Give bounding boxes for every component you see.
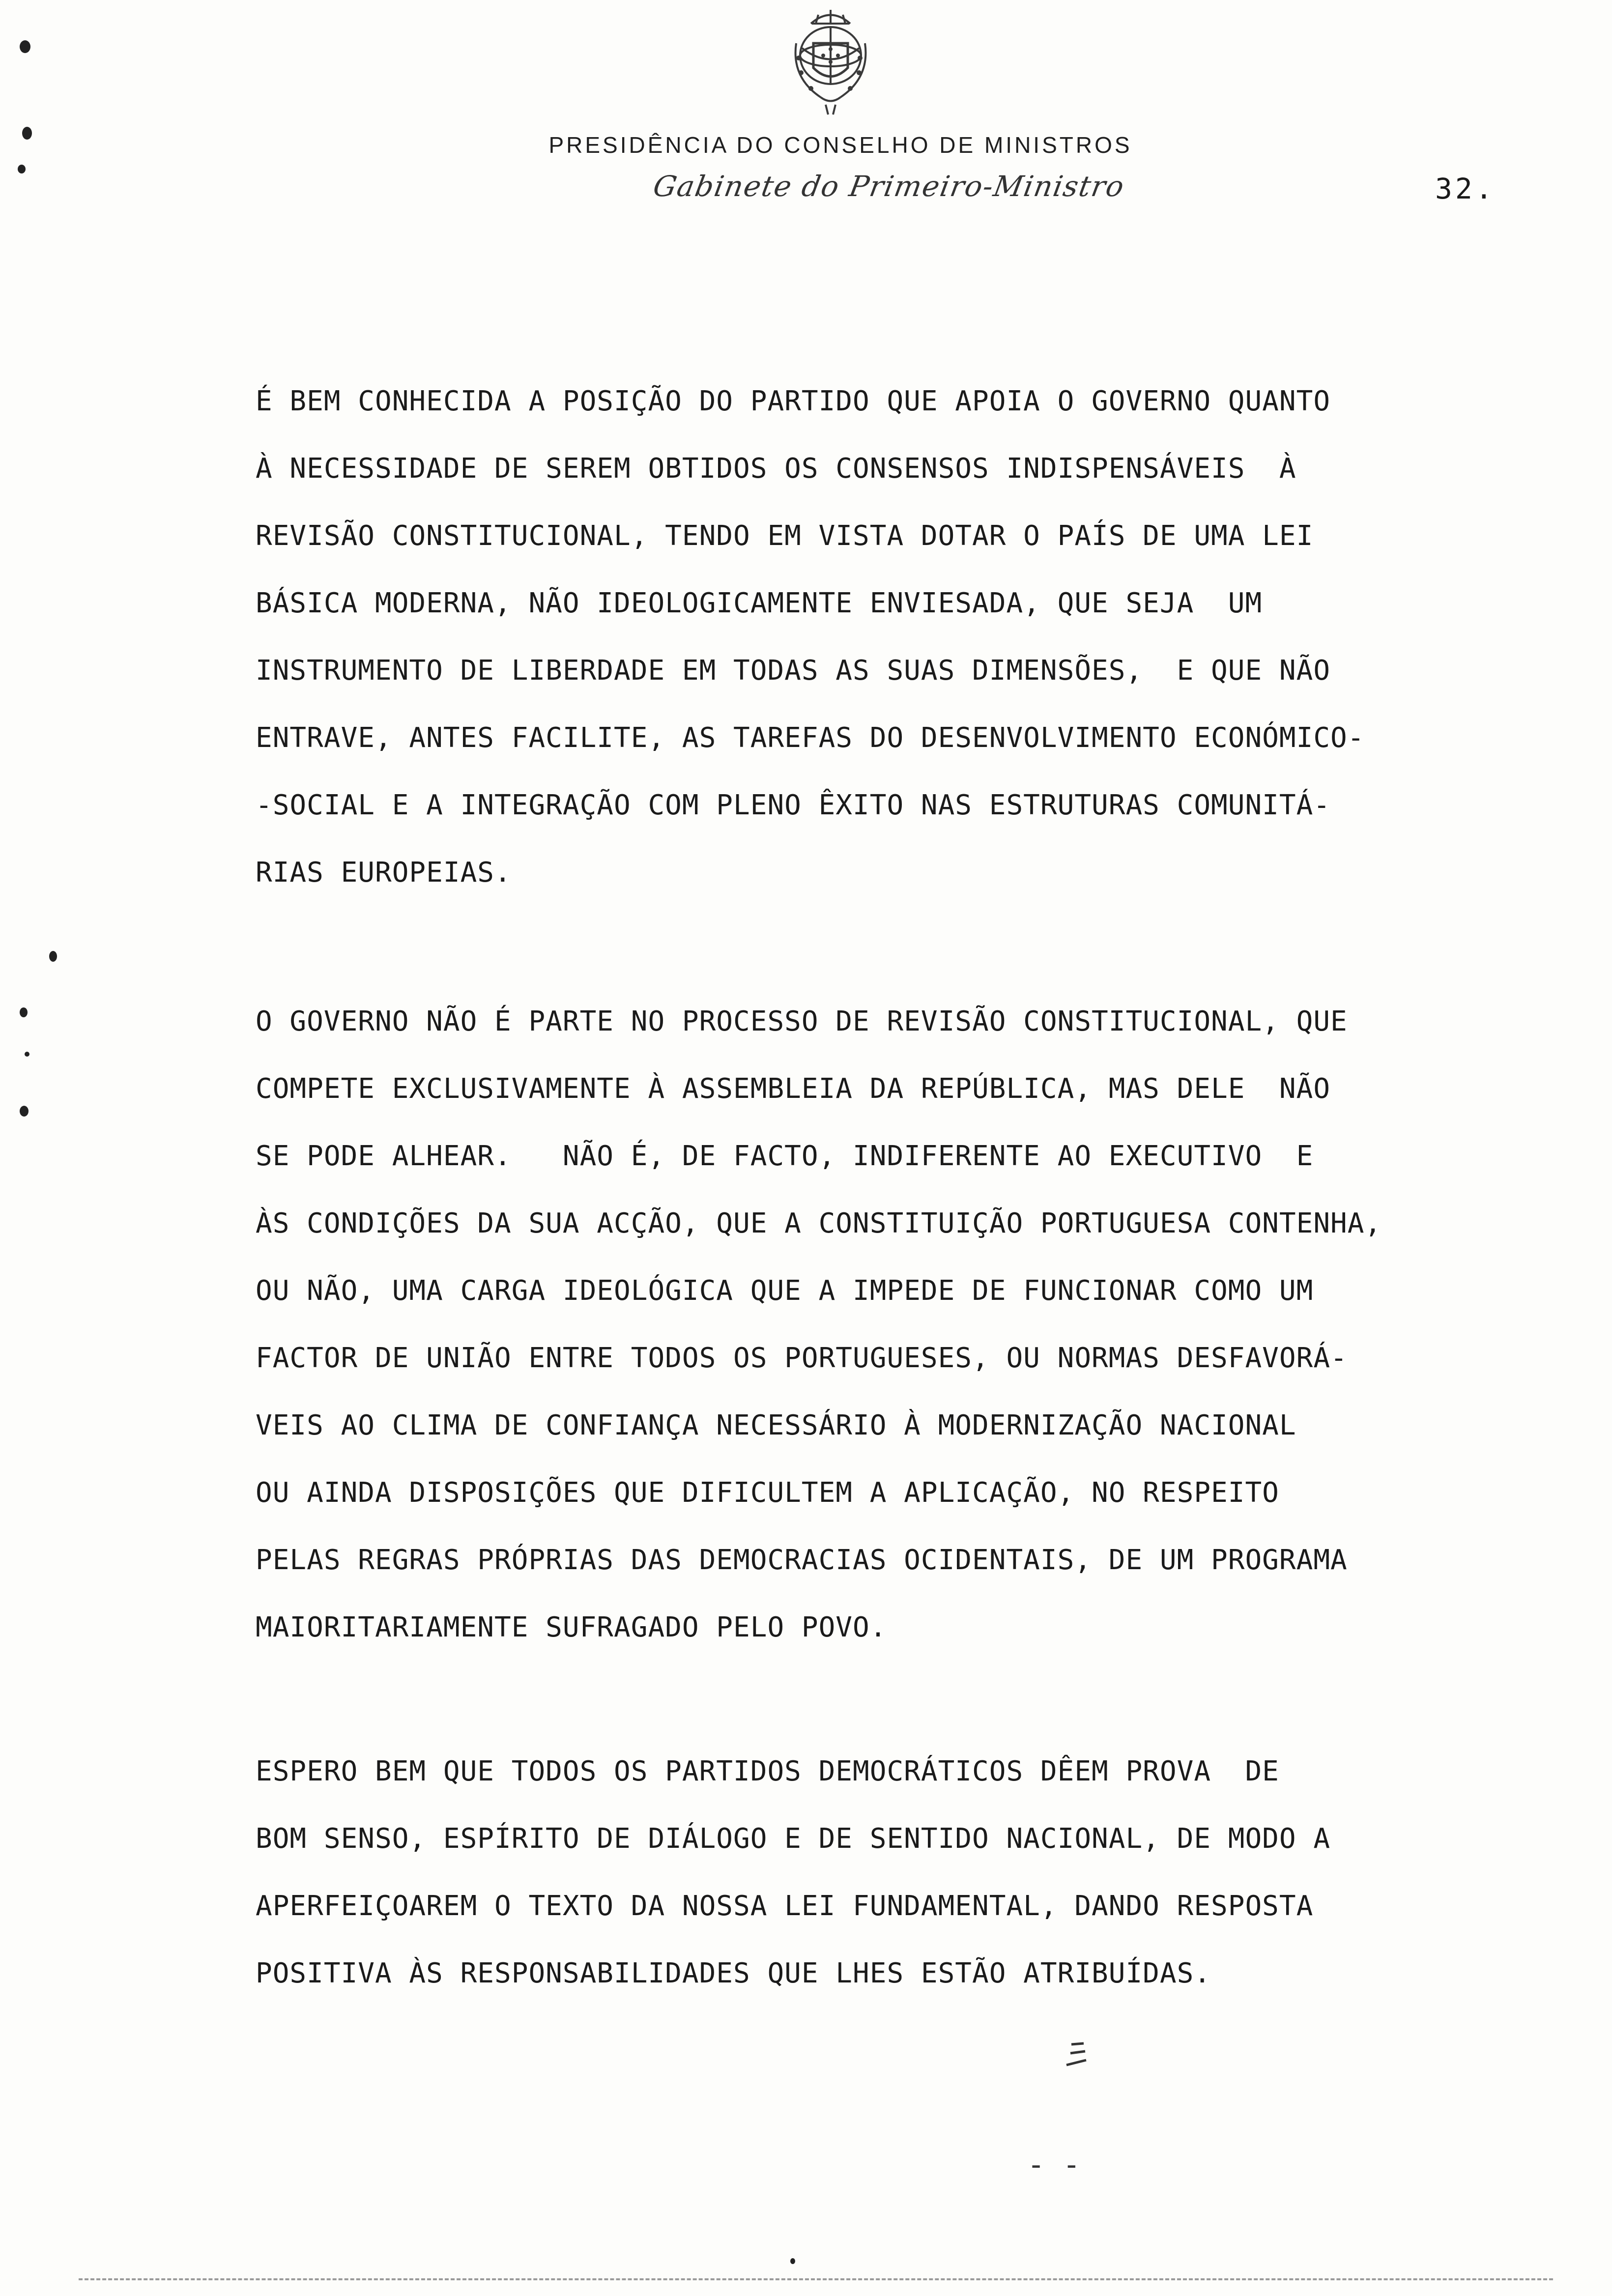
page-number: 32. <box>1435 172 1496 205</box>
letterhead-subtitle-handwritten: Gabinete do Primeiro-Ministro <box>651 170 1127 203</box>
text-line: BOM SENSO, ESPÍRITO DE DIÁLOGO E DE SENTIDO NACIONAL, DE MODO A <box>256 1823 1331 1855</box>
scan-speck <box>790 2258 795 2264</box>
text-line: OU NÃO, UMA CARGA IDEOLÓGICA QUE A IMPEDE DE FUNCIONAR COMO UM <box>256 1275 1314 1307</box>
text-line: BÁSICA MODERNA, NÃO IDEOLOGICAMENTE ENVIESADA, QUE SEJA UM <box>256 587 1263 619</box>
text-line: REVISÃO CONSTITUCIONAL, TENDO EM VISTA DOTAR O PAÍS DE UMA LEI <box>256 520 1314 552</box>
letterhead-title: PRESIDÊNCIA DO CONSELHO DE MINISTROS <box>548 132 1132 158</box>
handwritten-end-mark-icon <box>1057 2035 1101 2079</box>
text-line: RIAS EUROPEIAS. <box>256 857 512 889</box>
text-line: PELAS REGRAS PRÓPRIAS DAS DEMOCRACIAS OCIDENTAIS, DE UM PROGRAMA <box>256 1544 1348 1576</box>
paragraph-2 <box>256 988 1602 1661</box>
closing-dash-mark: - - <box>1027 2148 1081 2182</box>
page-bottom-edge <box>79 2278 1553 2280</box>
coat-of-arms-icon <box>781 4 880 117</box>
paragraph-3 <box>256 1738 1602 2007</box>
text-line: É BEM CONHECIDA A POSIÇÃO DO PARTIDO QUE APOIA O GOVERNO QUANTO <box>256 385 1331 417</box>
paragraph-1 <box>256 368 1602 906</box>
text-line: ÀS CONDIÇÕES DA SUA ACÇÃO, QUE A CONSTITUIÇÃO PORTUGUESA CONTENHA, <box>256 1207 1382 1239</box>
text-line: -SOCIAL E A INTEGRAÇÃO COM PLENO ÊXITO NAS ESTRUTURAS COMUNITÁ- <box>256 789 1331 821</box>
text-line: ENTRAVE, ANTES FACILITE, AS TAREFAS DO DESENVOLVIMENTO ECONÓMICO- <box>256 722 1365 754</box>
scan-speck <box>49 951 57 962</box>
text-line: APERFEIÇOAREM O TEXTO DA NOSSA LEI FUNDAMENTAL, DANDO RESPOSTA <box>256 1890 1314 1922</box>
scan-speck <box>20 40 30 53</box>
text-line: POSITIVA ÀS RESPONSABILIDADES QUE LHES ESTÃO ATRIBUÍDAS. <box>256 1957 1211 1989</box>
scan-speck <box>20 1007 28 1017</box>
text-line: MAIORITARIAMENTE SUFRAGADO PELO POVO. <box>256 1611 887 1643</box>
scan-speck <box>22 127 32 140</box>
text-line: SE PODE ALHEAR. NÃO É, DE FACTO, INDIFERENTE AO EXECUTIVO E <box>256 1140 1314 1172</box>
text-line: ESPERO BEM QUE TODOS OS PARTIDOS DEMOCRÁTICOS DÊEM PROVA DE <box>256 1755 1279 1787</box>
scan-speck <box>20 1106 29 1117</box>
text-line: INSTRUMENTO DE LIBERDADE EM TODAS AS SUAS DIMENSÕES, E QUE NÃO <box>256 655 1331 687</box>
text-line: FACTOR DE UNIÃO ENTRE TODOS OS PORTUGUESES, OU NORMAS DESFAVORÁ- <box>256 1342 1348 1374</box>
text-line: O GOVERNO NÃO É PARTE NO PROCESSO DE REVISÃO CONSTITUCIONAL, QUE <box>256 1005 1348 1037</box>
scan-speck <box>18 165 26 173</box>
text-line: COMPETE EXCLUSIVAMENTE À ASSEMBLEIA DA REPÚBLICA, MAS DELE NÃO <box>256 1073 1331 1105</box>
scan-speck <box>25 1052 29 1057</box>
text-line: À NECESSIDADE DE SEREM OBTIDOS OS CONSENSOS INDISPENSÁVEIS À <box>256 453 1296 485</box>
text-line: VEIS AO CLIMA DE CONFIANÇA NECESSÁRIO À MODERNIZAÇÃO NACIONAL <box>256 1409 1296 1441</box>
text-line: OU AINDA DISPOSIÇÕES QUE DIFICULTEM A APLICAÇÃO, NO RESPEITO <box>256 1477 1279 1509</box>
